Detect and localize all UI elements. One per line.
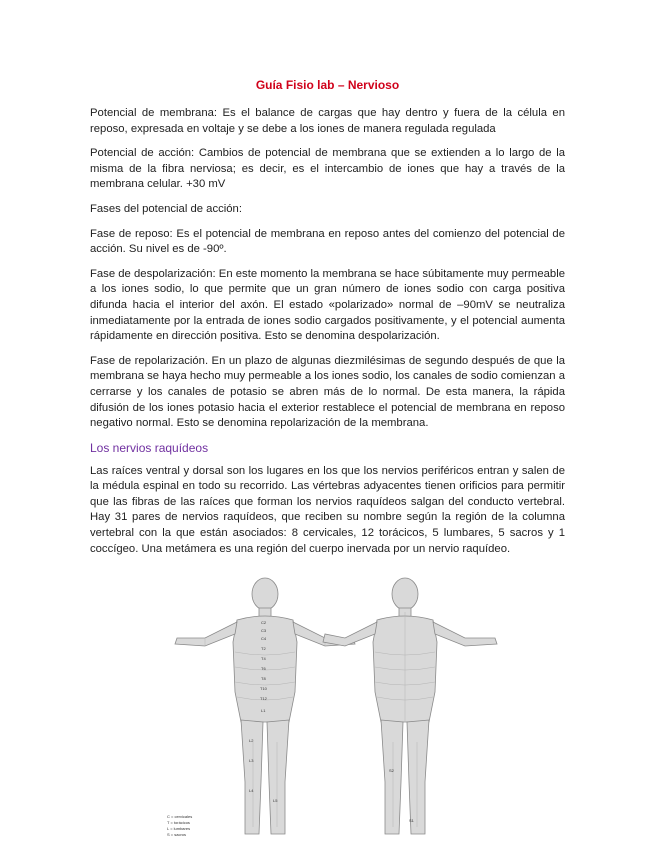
label-t12: T12 [260,696,267,701]
label-l5: L5 [273,798,278,803]
figure-legend [167,814,192,837]
paragraph-fase-despolarizacion: Fase de despolarización: En este momento la membrana se hace súbitamente muy permeable a los iones sodio, lo que permite que un gran número de iones sodio con carga positiva difunda hacia el interior del axón. El estado «polarizado» normal de –90mV se neutraliza inmediatamente por la entrada de iones sodio cargados positivamente, y el potencial aumenta rápidamente en dirección positiva. Esto se denomina despolarización. [90,267,565,343]
legend-sacros: S = sacros [167,832,187,837]
label-c2: C2 [261,620,267,625]
label-t10: T10 [260,686,267,691]
front-body-figure [175,578,355,834]
label-t8: T8 [261,676,266,681]
label-t2: T2 [261,646,266,651]
dermatome-figure [165,572,525,847]
paragraph-fases: Fases del potencial de acción: [90,202,242,215]
legend-cervicales: C = cervicales [167,814,193,819]
paragraph-potencial-accion: Potencial de acción: Cambios de potencial de membrana que se extienden a lo largo de la misma de la fibra nerviosa; es decir, es el intercambio de iones que hay a través de la membrana celular. +30 mV [90,147,565,191]
label-t6: T6 [261,666,266,671]
paragraph-fase-repolarizacion: Fase de repolarización. En un plazo de algunas diezmilésimas de segundo después de que la membrana se haya hecho muy permeable a los iones sodio, los canales de sodio comienzan a cerrarse y los canales de potasio se abren más de lo normal. De esta manera, la rápida difusión de los iones potasio hacia el exterior restablece el potencial de membrana en reposo negativo normal. Esto se denomina repolarización de la membrana. [90,354,565,430]
label-c4: C4 [261,636,267,641]
label-s1: S1 [409,818,414,823]
back-body-figure [323,578,497,834]
paragraph-nervios-raquideos: Las raíces ventral y dorsal son los lugares en los que los nervios periféricos entran y salen de la médula espinal en todo su recorrido. Las vértebras adyacentes tienen orificios para permitir que las fibras de las raíces que forman los nervios raquídeos salgan del conducto vertebral. Hay 31 pares de nervios raquídeos, que reciben su nombre según la región de la columna vertebral con la que están asociados: 8 cervicales, 12 torácicos, 5 lumbares, 5 sacros y 1 coccígeo. Una metámera es una región del cuerpo inervada por un nervio raquídeo. [90,464,565,555]
paragraph-fase-reposo: Fase de reposo: Es el potencial de membrana en reposo antes del comienzo del potencial de acción. Su nivel es de -90º. [90,227,565,256]
legend-toracicos: T = torácicos [167,820,190,825]
paragraph-potencial-membrana: Potencial de membrana: Es el balance de cargas que hay dentro y fuera de la célula en reposo, expresada en voltaje y se debe a los iones de manera regulada regulada [90,107,565,135]
dermatome-illustration [165,572,525,847]
label-l1: L1 [261,708,266,713]
label-s2: S2 [389,768,394,773]
document-title: Guía Fisio lab – Nervioso [255,78,400,92]
label-l2: L2 [249,738,254,743]
legend-lumbares: L = lumbares [167,826,191,831]
label-t4: T4 [261,656,266,661]
document-page [90,78,565,566]
label-c3: C3 [261,628,267,633]
label-l3: L3 [249,758,254,763]
label-l4: L4 [249,788,254,793]
section-heading: Los nervios raquídeos [90,440,209,455]
